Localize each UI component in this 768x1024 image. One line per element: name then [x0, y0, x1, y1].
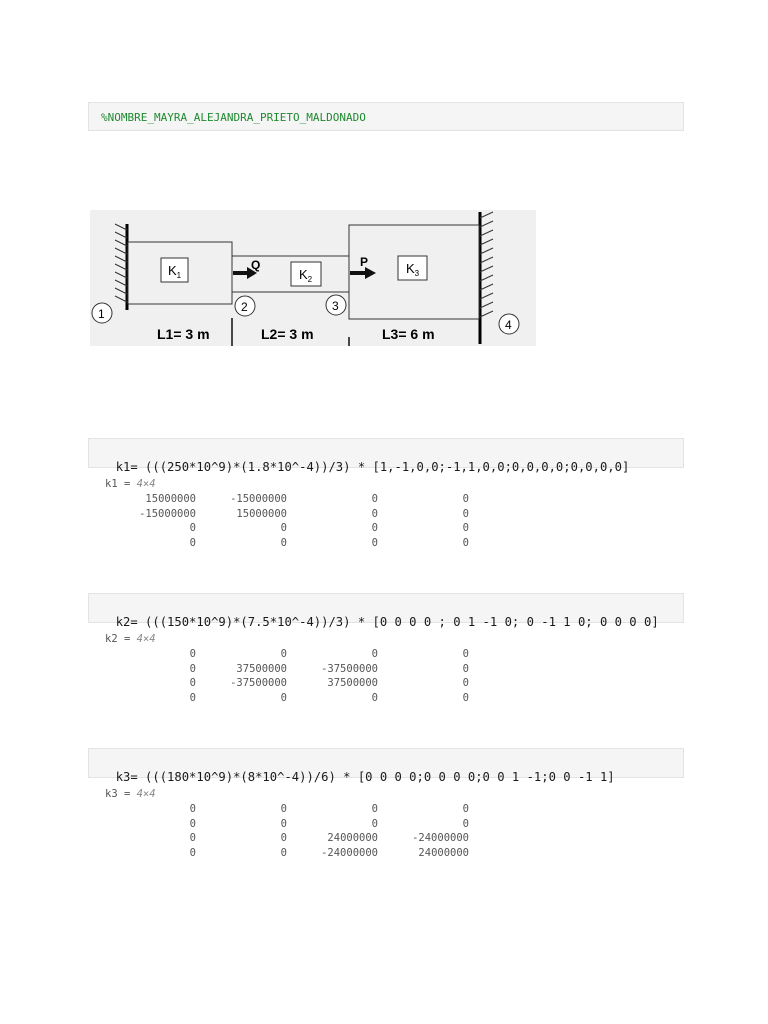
matrix-cell: 0 [371, 537, 378, 550]
matrix-cell: 0 [462, 802, 469, 815]
matrix-cell: 15000000 [145, 492, 196, 505]
length-l2-label: L2= 3 m [261, 326, 314, 342]
matrix-cell: 0 [189, 847, 196, 860]
matrix-cell: 0 [280, 802, 287, 815]
matrix-cell: 0 [280, 817, 287, 830]
matrix-cell: 0 [371, 692, 378, 705]
matrix-cell: 0 [371, 522, 378, 535]
matrix-cell: 0 [189, 537, 196, 550]
matrix-cell: 37500000 [327, 677, 378, 690]
length-l3-label: L3= 6 m [382, 326, 435, 342]
matrix-cell: 0 [189, 692, 196, 705]
matrix-cell: 0 [189, 677, 196, 690]
code-text-k2: k2= (((150*10^9)*(7.5*10^-4))/3) * [0 0 0 0 ; 0 1 -1 0; 0 -1 1 0; 0 0 0 0] [115, 615, 659, 629]
matrix-cell: -15000000 [230, 492, 287, 505]
matrix-cell: 0 [462, 647, 469, 660]
matrix-cell: 0 [462, 662, 469, 675]
output-k2-header: k2 = 4×4 [105, 633, 156, 645]
matrix-row [105, 507, 469, 522]
matrix-cell: 0 [280, 847, 287, 860]
matrix-row [105, 802, 469, 817]
matrix-cell: 0 [462, 692, 469, 705]
matrix-cell: -24000000 [412, 832, 469, 845]
matrix-cell: -37500000 [230, 677, 287, 690]
matrix-cell: 0 [462, 537, 469, 550]
output-k1-header: k1 = 4×4 [105, 478, 156, 490]
force-p-label: P [360, 255, 369, 269]
matrix-row [105, 492, 469, 507]
matrix-cell: 37500000 [236, 662, 287, 675]
matrix-row [105, 521, 469, 536]
matrix-cell: 0 [462, 492, 469, 505]
matrix-row [105, 846, 469, 861]
code-cell-k2[interactable] [88, 593, 684, 629]
matrix-cell: 0 [371, 647, 378, 660]
comment-text: %NOMBRE_MAYRA_ALEJANDRA_PRIETO_MALDONADO [101, 111, 366, 124]
spring-system-figure [90, 210, 536, 346]
matrix-cell: 0 [189, 832, 196, 845]
matrix-cell: 0 [462, 677, 469, 690]
matrix-row [105, 536, 469, 551]
matrix-cell: 0 [462, 817, 469, 830]
node-2-label: 2 [241, 300, 248, 314]
matrix-cell: 0 [371, 802, 378, 815]
matrix-cell: 0 [189, 662, 196, 675]
k2-label: $K_2$ [299, 267, 313, 284]
matrix-row [105, 647, 469, 662]
force-q-label: Q [251, 258, 261, 272]
left-wall-hatch [115, 224, 127, 302]
matrix-cell: -24000000 [321, 847, 378, 860]
output-k2 [105, 632, 469, 706]
code-text-k3: k3= (((180*10^9)*(8*10^-4))/6) * [0 0 0 0;0 0 0 0;0 0 1 -1;0 0 -1 1] [115, 770, 615, 784]
matrix-cell: 0 [189, 817, 196, 830]
code-cell-k3[interactable] [88, 748, 684, 784]
matrix-row [105, 676, 469, 691]
code-cell-k1[interactable] [88, 438, 684, 474]
output-k1 [105, 477, 469, 551]
matrix-cell: 0 [280, 832, 287, 845]
matrix-row [105, 662, 469, 677]
length-l1-label: L1= 3 m [157, 326, 210, 342]
matrix-cell: 0 [462, 507, 469, 520]
matrix-cell: 0 [189, 647, 196, 660]
matrix-row [105, 817, 469, 832]
matrix-cell: 0 [280, 537, 287, 550]
node-3-label: 3 [332, 299, 339, 313]
matrix-cell: 0 [189, 522, 196, 535]
node-1-label: 1 [98, 307, 105, 321]
matrix-cell: 24000000 [327, 832, 378, 845]
matrix-cell: 0 [280, 692, 287, 705]
matrix-cell: -37500000 [321, 662, 378, 675]
matrix-cell: 0 [189, 802, 196, 815]
output-k3 [105, 787, 469, 861]
matrix-cell: 0 [371, 492, 378, 505]
matrix-cell: 0 [462, 522, 469, 535]
matrix-cell: 0 [280, 522, 287, 535]
matrix-cell: 15000000 [236, 507, 287, 520]
code-text-k1: k1= (((250*10^9)*(1.8*10^-4))/3) * [1,-1,0,0;-1,1,0,0;0,0,0,0;0,0,0,0] [115, 460, 630, 474]
matrix-cell: -15000000 [139, 507, 196, 520]
matrix-row [105, 691, 469, 706]
right-wall-hatch [480, 212, 493, 317]
k1-label: $K_1$ [168, 263, 182, 280]
node-4-label: 4 [505, 318, 512, 332]
k3-label: $K_3$ [406, 261, 420, 278]
spring-system-diagram [90, 210, 536, 346]
matrix-row [105, 831, 469, 846]
matrix-cell: 24000000 [418, 847, 469, 860]
comment-cell[interactable] [88, 102, 684, 131]
output-k3-header: k3 = 4×4 [105, 788, 156, 800]
matrix-cell: 0 [280, 647, 287, 660]
matrix-cell: 0 [371, 507, 378, 520]
matrix-cell: 0 [371, 817, 378, 830]
